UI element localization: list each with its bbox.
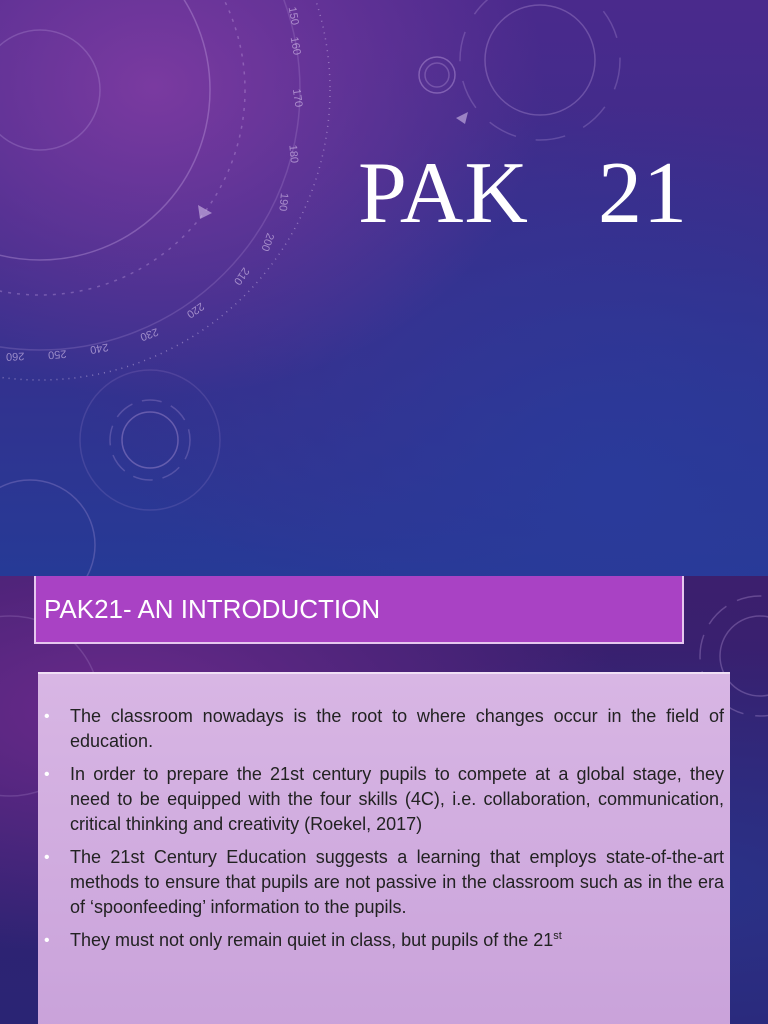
bullet-list [44,704,724,961]
dial-number: 200 [258,231,276,253]
slide-heading: PAK21- AN INTRODUCTION [44,594,381,624]
list-item [44,928,724,953]
dial-number: 160 [287,35,303,57]
dial-number: 190 [276,192,290,212]
dial-numbers [5,5,306,370]
dial-number: 230 [138,325,160,343]
dial-number: 250 [47,347,67,361]
bullet-text: They must not only remain quiet in class, but pupils of the 21 [70,930,554,950]
list-item [44,704,724,754]
content-box [38,672,730,1024]
bullet-text: The 21st Century Education suggests a learning that employs state-of-the-art methods to ensure that pupils are not passive in the classroom such as in the era of ‘spoonfeeding’ information to the pupils. [70,847,724,917]
header-bar [34,576,684,644]
dial-number: 240 [89,340,110,356]
dial-number: 220 [184,299,207,321]
superscript: st [553,930,562,942]
dial-number: 260 [5,349,25,363]
dial-number: 210 [230,265,252,287]
bullet-icon: • [44,849,50,866]
list-item [44,762,724,837]
bullet-text: In order to prepare the 21st century pupils to compete at a global stage, they need to be equipped with the four skills (4C), i.e. collaboration, communication, critical thinking and creativity (Roekel, 2017) [70,764,724,834]
bullet-icon: • [44,932,50,949]
dial-number: 170 [289,88,305,108]
list-item [44,845,724,920]
slide-title: PAK 21 [358,145,688,242]
introduction-slide [0,576,768,1024]
bullet-icon: • [44,766,50,783]
dial-number: 150 [285,5,301,27]
bullet-text: The classroom nowadays is the root to where changes occur in the field of education. [70,706,724,751]
dial-number: 180 [286,144,300,164]
bullet-icon: • [44,708,50,725]
